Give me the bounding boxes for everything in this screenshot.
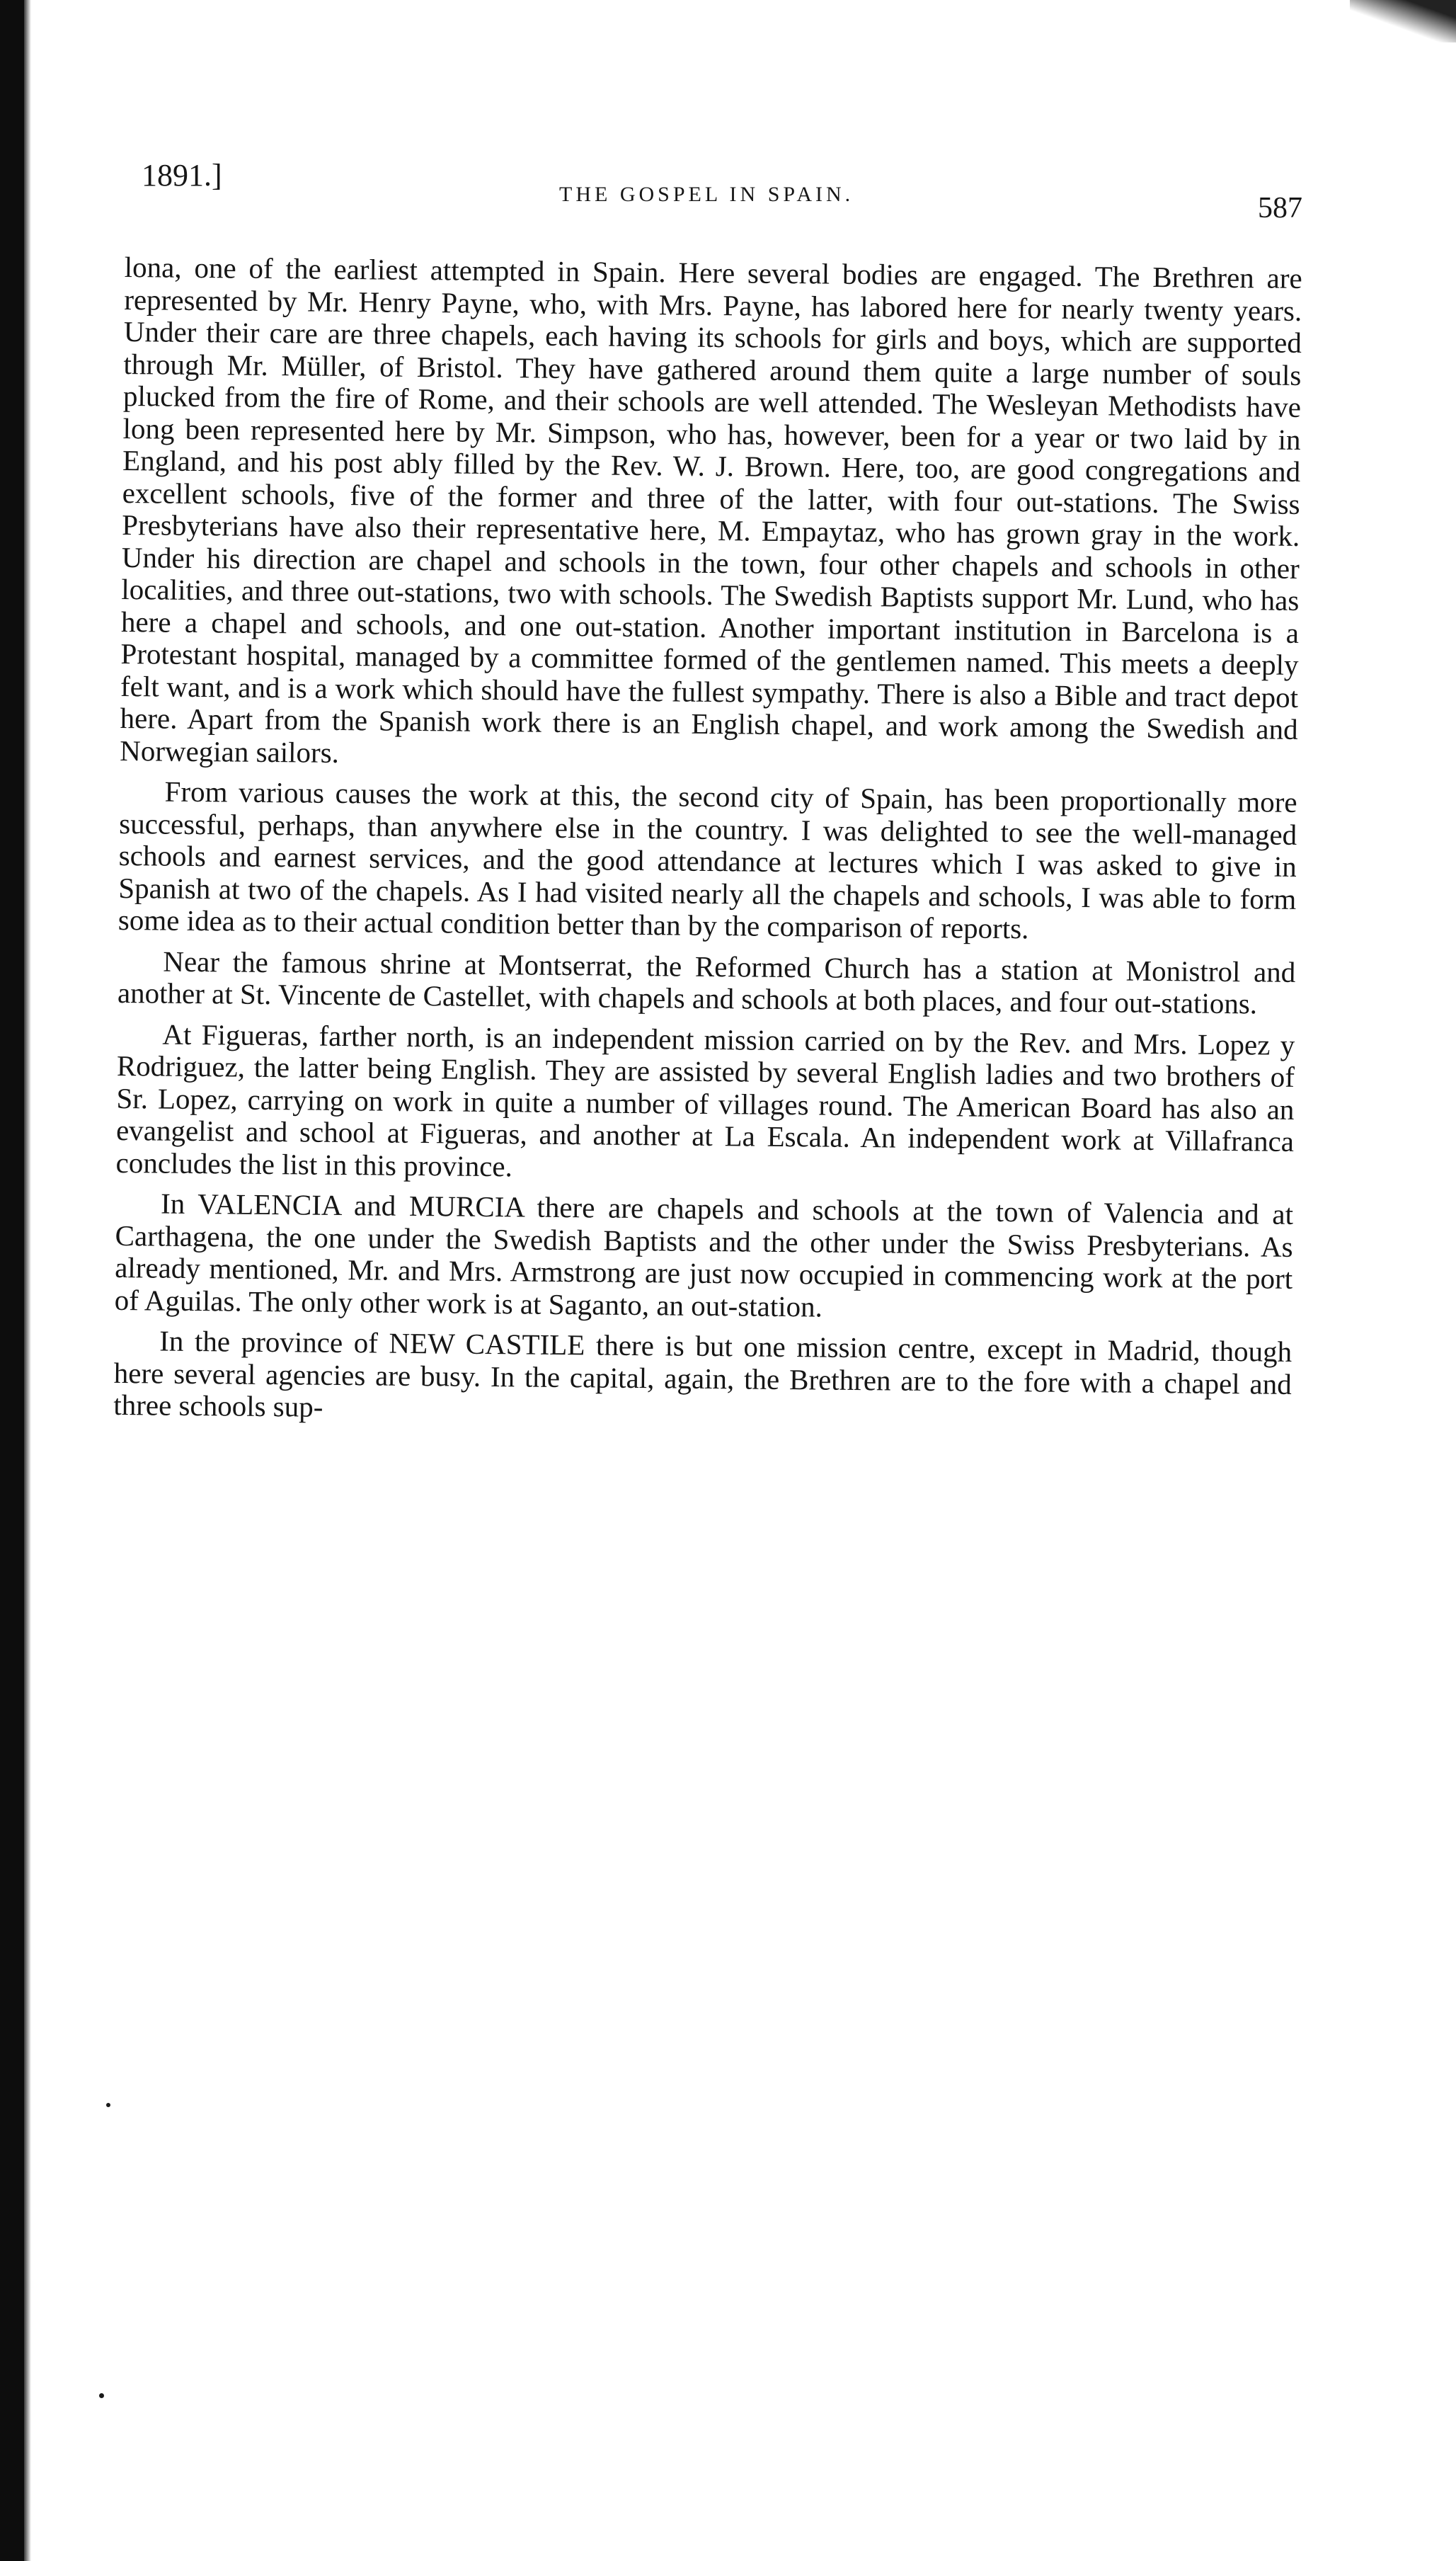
paragraph-new-castile: In the province of NEW CASTILE there is but one mission centre, except in Madrid, though here several agencies are busy. In the capital, again, the Brethren are to the fore with a chapel and three schools sup- xyxy=(113,1324,1292,1423)
body-text xyxy=(113,251,1302,1432)
paragraph-figueras: At Figueras, farther north, is an independent mission carried on by the Rev. and Mrs. Lopez y Rodriguez, the latter being English. They are assisted by several English ladies and two brothers of Sr. Lopez, carrying on work in quite a number of villages round. The American Board has also an evangelist and school at Figueras, and another at La Escala. An independent work at Villafranca concludes the list in this province. xyxy=(115,1017,1295,1182)
scan-speck xyxy=(106,2103,110,2107)
scan-speck xyxy=(99,2393,104,2398)
paragraph-barcelona: lona, one of the earliest attempted in Spain. Here several bodies are engaged. The Brethren are represented by Mr. Henry Payne, who, with Mrs. Payne, has labored here for nearly twenty years. Under their care are three chapels, each having its schools for girls and boys, which are supported through Mr. Müller, of Bristol. They have gathered around them quite a large number of souls plucked from the fire of Rome, and their schools are well attended. The Wesleyan Methodists have long been represented here by Mr. Simpson, who has, however, been for a year or two laid by in England, and his post ably filled by the Rev. W. J. Brown. Here, too, are good congregations and excellent schools, five of the former and three of the latter, with four out-stations. The Swiss Presbyterians have also their representative here, M. Empaytaz, who has grown gray in the work. Under his direction are chapel and schools in the town, four other chapels and schools in other localities, and three out-stations, two with schools. The Swedish Baptists support Mr. Lund, who has here a chapel and schools, and one out-station. Another important institution in Barcelona is a Protestant hospital, managed by a committee formed of the gentlemen named. This meets a deeply felt want, and is a work which should have the fullest sympathy. There is also a Bible and tract depot here. Apart from the Spanish work there is an English chapel, and work among the Swedish and Norwegian sailors. xyxy=(120,251,1302,769)
header-year: 1891.] xyxy=(142,158,222,193)
page-left-edge-shadow xyxy=(0,0,24,2561)
header-title: THE GOSPEL IN SPAIN. xyxy=(559,183,854,206)
page-left-edge-gradient xyxy=(24,0,31,2561)
paragraph-valencia-murcia: In VALENCIA and MURCIA there are chapels and schools at the town of Valencia and at Carthagena, the one under the Swedish Baptists and the other under the Swiss Presbyterians. As already mentioned, Mr. and Mrs. Armstrong are just now occupied in commencing work at the port of Aguilas. The only other work is at Saganto, an out-station. xyxy=(114,1187,1294,1323)
paragraph-second-city: From various causes the work at this, the second city of Spain, has been proportionally more successful, perhaps, than anywhere else in the country. I was delighted to see the well-managed schools and earnest services, and the good attendance at lectures which I was asked to give in Spanish at two of the chapels. As I had visited nearly all the chapels and schools, I was able to form some idea as to their actual condition better than by the comparison of reports. xyxy=(117,775,1297,945)
running-header xyxy=(142,157,1302,224)
corner-scan-artifact xyxy=(1350,0,1456,42)
page-number: 587 xyxy=(1258,192,1302,224)
paragraph-montserrat: Near the famous shrine at Montserrat, the Reformed Church has a station at Monistrol and another at St. Vincente de Castellet, with chapels and schools at both places, and four out-stations. xyxy=(117,945,1296,1020)
